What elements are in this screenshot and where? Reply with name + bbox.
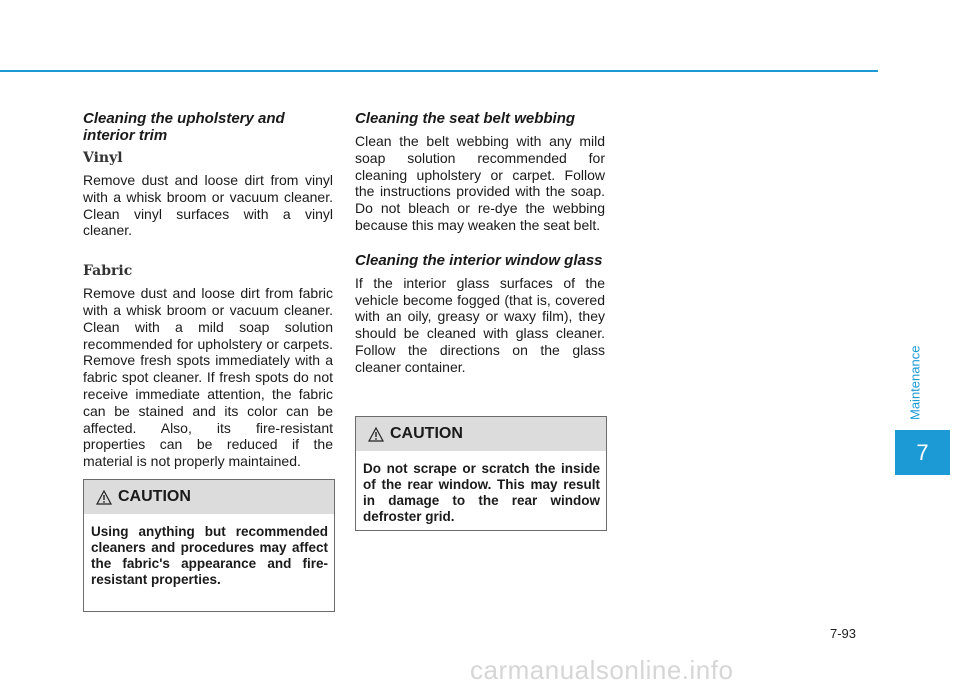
window-glass-heading: Cleaning the interior window glass — [355, 251, 603, 269]
caution-header — [356, 417, 606, 451]
caution-header — [84, 480, 334, 514]
right-column — [355, 110, 605, 376]
caution-box-window — [355, 416, 607, 531]
window-glass-text: If the interior glass surfaces of the vehicle become fogged (that is, covered with an oily, greasy or waxy film), they should be cleaned with glass cleaner. Follow the directions on the glass cleaner container. — [355, 274, 605, 375]
caution-text: Do not scrape or scratch the inside of the rear window. This may result in damage to the rear window defroster grid. — [363, 461, 600, 524]
vinyl-title: Vinyl — [83, 150, 123, 166]
warning-icon — [368, 427, 384, 442]
chapter-number: 7 — [895, 430, 950, 475]
left-column — [83, 110, 333, 470]
upholstery-heading: Cleaning the upholstery and interior trim — [83, 110, 285, 144]
caution-text: Using anything but recommended cleaners and procedures may affect the fabric's appearance and fire-resistant properties. — [91, 524, 328, 587]
spacer — [83, 239, 333, 257]
seat-belt-text: Clean the belt webbing with any mild soap solution recommended for cleaning upholstery or carpet. Follow the instructions provided with the soap. Do not bleach or re-dye the webbing because this may weaken the seat belt. — [355, 133, 605, 233]
section-label: Maintenance — [907, 345, 923, 420]
caution-title: CAUTION — [118, 488, 191, 505]
seat-belt-heading: Cleaning the seat belt webbing — [355, 110, 576, 127]
fabric-title: Fabric — [83, 263, 133, 280]
caution-box-fabric — [83, 479, 335, 612]
top-rule — [0, 70, 878, 72]
vinyl-text: Remove dust and loose dirt from vinyl with a whisk broom or vacuum cleaner. Clean vinyl surfaces with a vinyl cleaner. — [83, 172, 333, 239]
page-number: 7-93 — [830, 626, 857, 641]
fabric-text: Remove dust and loose dirt from fabric with a whisk broom or vacuum cleaner. Clean with a mild soap solution recommended for upholstery or carpets. Remove fresh spots immediately with a fabric spot cleaner. If fresh spots do not receive immediate attention, the fabric can be stained and its color can be affected. Also, its fire-resistant properties can be reduced if the material is not properly maintained. — [83, 285, 333, 470]
spacer — [355, 234, 605, 252]
watermark: carmanualsonline.info — [470, 655, 734, 685]
caution-title: CAUTION — [390, 425, 463, 442]
warning-icon — [96, 490, 112, 505]
